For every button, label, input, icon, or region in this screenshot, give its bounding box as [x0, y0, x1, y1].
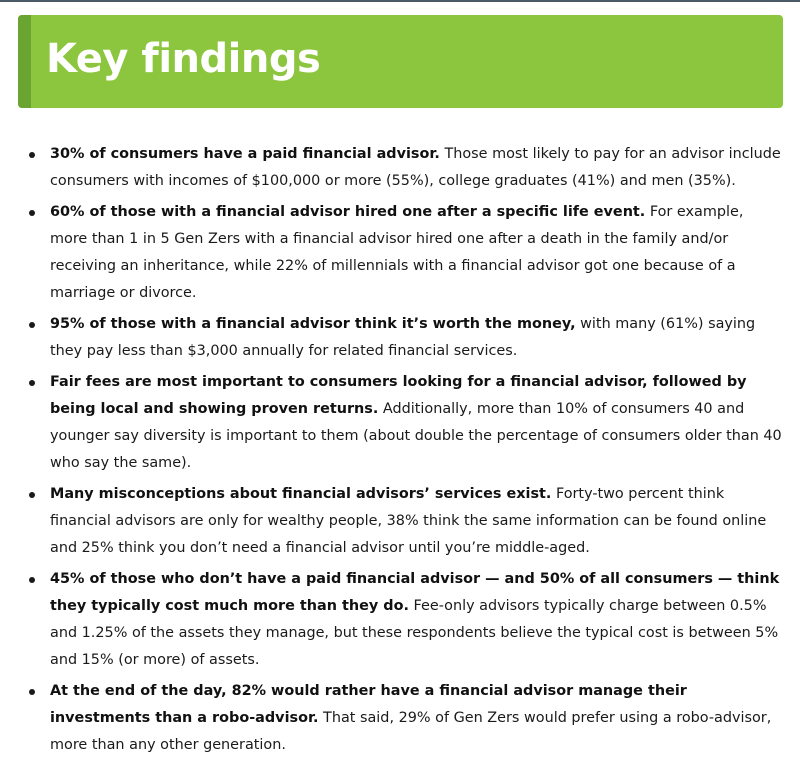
- finding-lead: Many misconceptions about financial advisors’ services exist.: [50, 486, 552, 502]
- finding-lead: 60% of those with a financial advisor hired one after a specific life event.: [50, 204, 646, 220]
- banner-accent-stripe: [18, 15, 31, 108]
- bullet-icon: [29, 577, 35, 583]
- finding-lead: 30% of consumers have a paid financial advisor.: [50, 146, 440, 162]
- finding-item: [50, 141, 785, 195]
- finding-item: [50, 311, 785, 365]
- finding-item: [50, 481, 785, 562]
- bullet-icon: [29, 689, 35, 695]
- finding-item: [50, 566, 785, 674]
- finding-body: Fee-only advisors typically charge between 0.5% and 1.25% of the assets they manage, but these respondents believe the typical cost is between 5% and 15% (or more) of assets.: [50, 598, 779, 668]
- bullet-icon: [29, 322, 35, 328]
- finding-body: Those most likely to pay for an advisor include consumers with incomes of $100,000 or more (55%), college graduates (41%) and men (35%).: [50, 146, 781, 189]
- finding-item: [50, 369, 785, 477]
- bullet-icon: [29, 210, 35, 216]
- key-findings-banner: [18, 15, 783, 108]
- finding-lead: Fair fees are most important to consumers looking for a financial advisor, followed by being local and showing proven returns.: [50, 374, 747, 417]
- bullet-icon: [29, 492, 35, 498]
- page-title: Key findings: [46, 36, 321, 82]
- finding-body: That said, 29% of Gen Zers would prefer using a robo-advisor, more than any other generation.: [50, 710, 772, 753]
- bullet-icon: [29, 152, 35, 158]
- top-divider: [0, 0, 800, 2]
- bullet-icon: [29, 380, 35, 386]
- finding-lead: At the end of the day, 82% would rather have a financial advisor manage their investments than a robo-advisor.: [50, 683, 687, 726]
- finding-lead: 95% of those with a financial advisor think it’s worth the money,: [50, 316, 576, 332]
- finding-lead: 45% of those who don’t have a paid financial advisor — and 50% of all consumers — think they typically cost much more than they do.: [50, 571, 780, 614]
- finding-item: [50, 199, 785, 307]
- finding-body: Additionally, more than 10% of consumers 40 and younger say diversity is important to them (about double the percentage of consumers older than 40 who say the same).: [50, 401, 782, 471]
- finding-body: with many (61%) saying they pay less than $3,000 annually for related financial services.: [50, 316, 756, 359]
- finding-body: Forty-two percent think financial advisors are only for wealthy people, 38% think the same information can be found online and 25% think you don’t need a financial advisor until you’re middle-aged.: [50, 486, 767, 556]
- findings-list: [50, 141, 785, 763]
- finding-item: [50, 678, 785, 759]
- finding-body: For example, more than 1 in 5 Gen Zers with a financial advisor hired one after a death in the family and/or receiving an inheritance, while 22% of millennials with a financial advisor got one because of a marriage or divorce.: [50, 204, 744, 301]
